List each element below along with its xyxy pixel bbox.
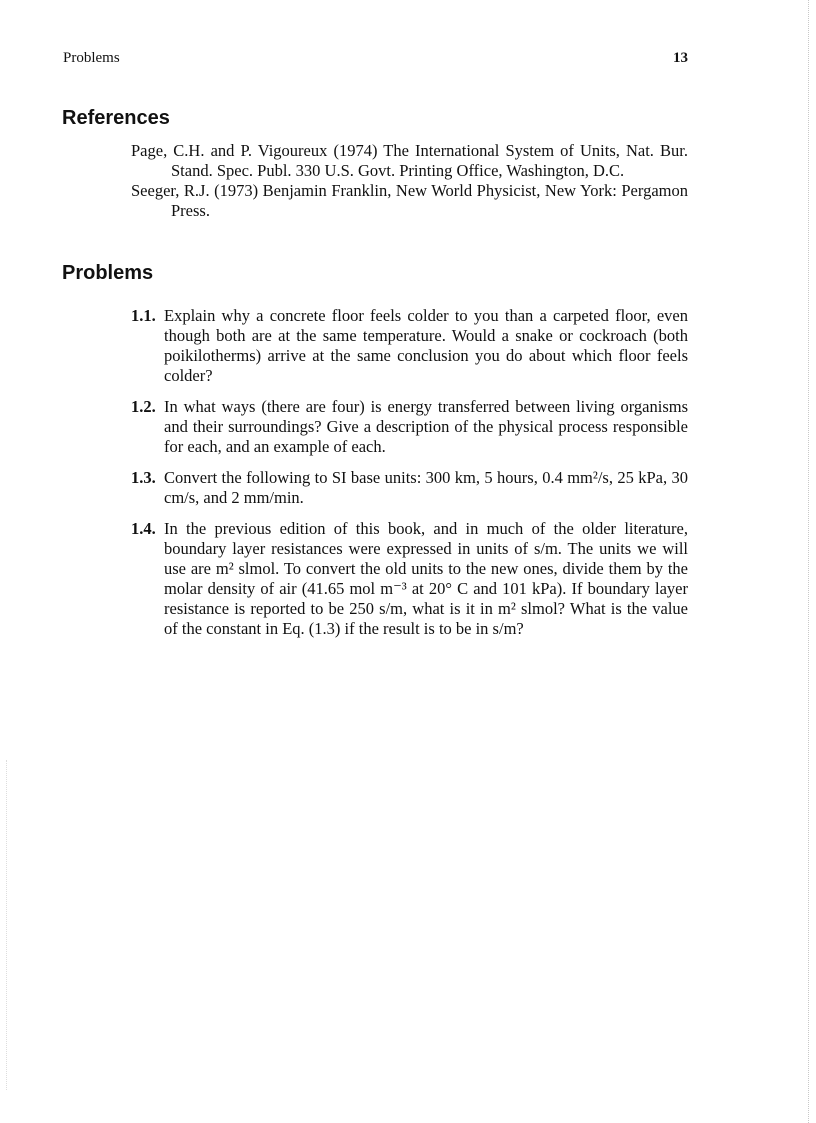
page-header	[63, 50, 688, 70]
problem-number: 1.3.	[131, 468, 156, 487]
problem-item	[131, 468, 688, 508]
problem-number: 1.1.	[131, 306, 156, 325]
page-number: 13	[673, 50, 688, 66]
references-heading: References	[62, 107, 170, 129]
references-list	[131, 141, 688, 221]
problem-number: 1.2.	[131, 397, 156, 416]
problem-text: Convert the following to SI base units: 300 km, 5 hours, 0.4 mm²/s, 25 kPa, 30 cm/s, and 2 mm/min.	[164, 468, 688, 507]
scan-edge-left	[6, 760, 7, 1090]
problem-number: 1.4.	[131, 519, 156, 538]
reference-item: Page, C.H. and P. Vigoureux (1974) The International System of Units, Nat. Bur. Stand. Spec. Publ. 330 U.S. Govt. Printing Office, Washington, D.C.	[131, 141, 688, 180]
problem-text: In the previous edition of this book, and in much of the older literature, boundary layer resistances were expressed in units of s/m. The units we will use are m² slmol. To convert the old units to the new ones, divide them by the molar density of air (41.65 mol m⁻³ at 20° C and 101 kPa). If boundary layer resistance is reported to be 250 s/m, what is it in m² slmol? What is the value of the constant in Eq. (1.3) if the result is to be in s/m?	[164, 519, 688, 638]
running-head: Problems	[63, 50, 120, 66]
problem-text: Explain why a concrete floor feels colder to you than a carpeted floor, even though both are at the same temperature. Would a snake or cockroach (both poikilotherms) arrive at the same conclusion you do about which floor feels colder?	[164, 306, 688, 385]
problem-item	[131, 519, 688, 639]
problem-item	[131, 306, 688, 386]
problems-list	[131, 306, 688, 650]
problem-item	[131, 397, 688, 457]
scan-edge-right	[808, 0, 809, 1123]
reference-item: Seeger, R.J. (1973) Benjamin Franklin, New World Physicist, New York: Pergamon Press.	[131, 181, 688, 220]
problems-heading: Problems	[62, 262, 154, 284]
problem-text: In what ways (there are four) is energy transferred between living organisms and their surroundings? Give a description of the physical process responsible for each, and an example of each.	[164, 397, 688, 456]
